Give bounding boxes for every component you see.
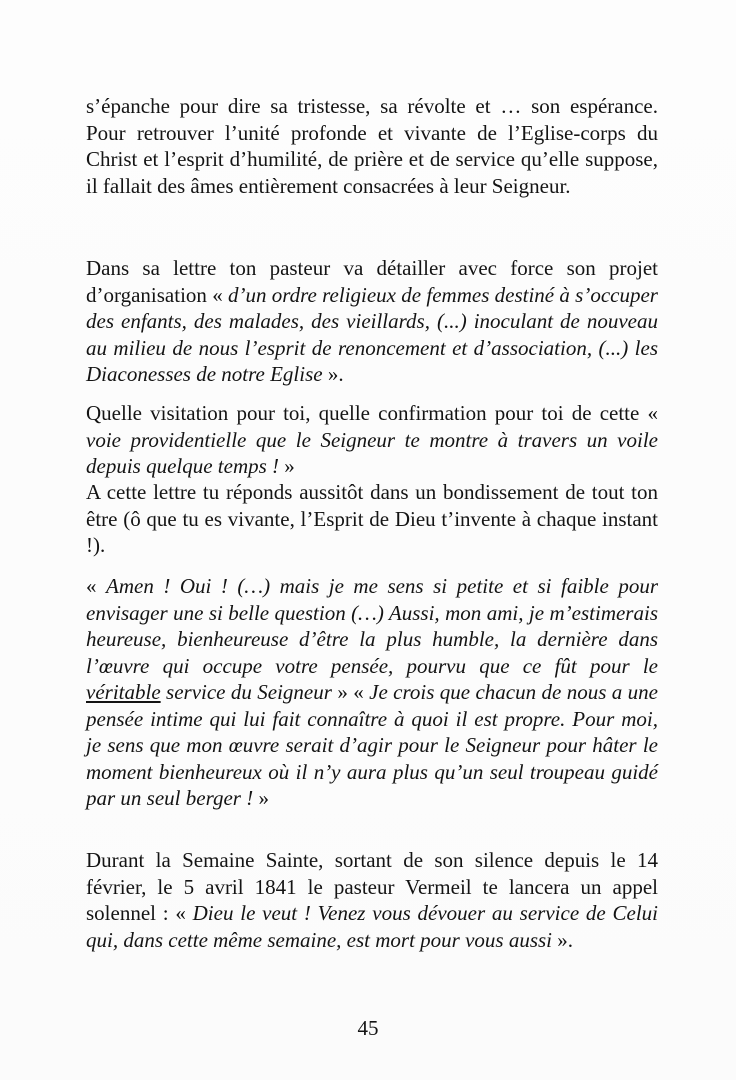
- paragraph-1-text: s’épanche pour dire sa tristesse, sa révolte et … son espérance. Pour retrouver l’unité profonde et vivante de l’Eglise-corps du Christ et l’esprit d’humilité, de prière et de service qu’elle suppose, il fallait des âmes entièrement consacrées à leur Seigneur.: [86, 94, 658, 198]
- paragraph-5-sep: » «: [331, 680, 370, 704]
- paragraph-5-quote-2: Je crois que chacun de nous a une pensée intime qui lui fait connaître à quoi il est propre. Pour moi, je sens que mon œuvre serait d’agir pour le Seigneur pour hâter le moment bienheureux où il n’y aura plus qu’un seul troupeau guidé par un seul berger !: [86, 680, 659, 810]
- paragraph-5-quote-1-end: service du Seigneur: [160, 680, 332, 704]
- paragraph-2-text: [86, 255, 658, 388]
- paragraph-6: [86, 847, 658, 953]
- paragraph-5-open: «: [86, 574, 107, 598]
- paragraph-5-underlined-word: véritable: [86, 680, 161, 704]
- paragraph-2-quote: d’un ordre religieux de femmes destiné à s’occuper des enfants, des malades, des vieillards, (...) inoculant de nouveau au milieu de nous l’esprit de renoncement et d’association, (...) les Diaconesses de notre Eglise: [86, 282, 658, 386]
- paragraph-2-close: ».: [322, 362, 344, 386]
- paragraph-3-quote: voie providentielle que le Seigneur te montre à travers un voile depuis quelque temps !: [86, 427, 658, 478]
- paragraph-2-intro: Dans sa lettre ton pasteur va détailler avec force son projet d’organisation «: [86, 256, 658, 307]
- paragraph-4-text: A cette lettre tu réponds aussitôt dans un bondissement de tout ton être (ô que tu es vivante, l’Esprit de Dieu t’invente à chaque instant !).: [86, 480, 658, 557]
- paragraph-5-text: [86, 573, 658, 812]
- paragraph-6-intro: Durant la Semaine Sainte, sortant de son silence depuis le 14 février, le 5 avril 1841 le pasteur Vermeil te lancera un appel solennel : «: [86, 848, 658, 925]
- paragraph-2: [86, 255, 658, 388]
- paragraph-3: [86, 400, 658, 480]
- page-number: 45: [357, 1016, 379, 1040]
- paragraph-4: [86, 479, 658, 559]
- paragraph-3-close: »: [279, 454, 295, 478]
- paragraph-6-text: [86, 847, 658, 953]
- paragraph-6-close: ».: [552, 927, 574, 952]
- paragraph-3-text: [86, 400, 658, 480]
- paragraph-3-intro: Quelle visitation pour toi, quelle confirmation pour toi de cette «: [86, 401, 658, 425]
- paragraph-5-close: »: [253, 786, 269, 810]
- paragraph-5-quote-1: Amen ! Oui ! (…) mais je me sens si petite et si faible pour envisager une si belle question (…) Aussi, mon ami, je m’estimerais heureuse, bienheureuse d’être la plus humble, la dernière dans l’œuvre qui occupe votre pensée, pourvu que ce fût pour le: [86, 574, 659, 678]
- paragraph-1: [86, 93, 658, 199]
- paragraph-5: [86, 573, 658, 812]
- paragraph-6-quote: Dieu le veut ! Venez vous dévouer au service de Celui qui, dans cette même semaine, est mort pour vous aussi: [86, 901, 658, 952]
